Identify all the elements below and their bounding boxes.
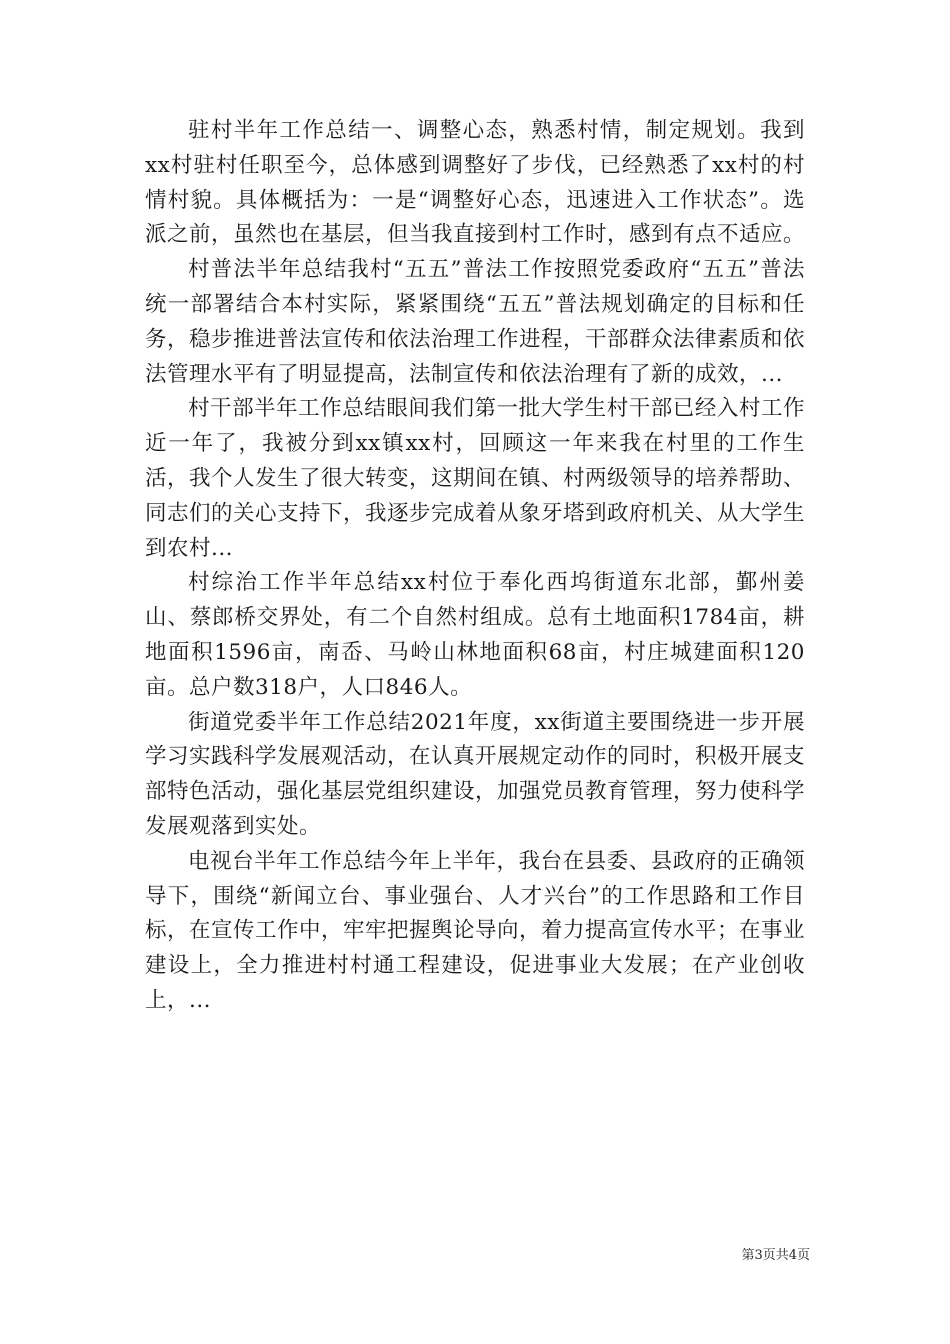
document-body — [145, 114, 805, 1019]
paragraph-village-stationed-summary: 驻村半年工作总结一、调整心态，熟悉村情，制定规划。我到xx村驻村任职至今，总体感到调整好了步伐，已经熟悉了xx村的村情村貌。具体概括为：一是“调整好心态，迅速进入工作状态”。选派之前，虽然也在基层，但当我直接到村工作时，感到有点不适应。 — [145, 118, 806, 248]
paragraph-comprehensive-governance-summary: 村综治工作半年总结xx村位于奉化西坞街道东北部，鄞州姜山、蔡郎桥交界处，有二个自然村组成。总有土地面积1784亩，耕地面积1596亩，南岙、马岭山林地面积68亩，村庄城建面积120亩。总户数318户，人口846人。 — [145, 570, 805, 700]
paragraph-law-popularization-summary: 村普法半年总结我村“五五”普法工作按照党委政府“五五”普法统一部署结合本村实际，紧紧围绕“五五”普法规划确定的目标和任务，稳步推进普法宣传和依法治理工作进程，干部群众法律素质和依法管理水平有了明显提高，法制宣传和依法治理有了新的成效，... — [145, 257, 806, 387]
page-number: 第3页共4页 — [741, 1248, 810, 1263]
paragraph-tv-station-summary: 电视台半年工作总结今年上半年，我台在县委、县政府的正确领导下，围绕“新闻立台、事业强台、人才兴台”的工作思路和工作目标，在宣传工作中，牢牢把握舆论导向，着力提高宣传水平；在事业建设上，全力推进村村通工程建设，促进事业大发展；在产业创收上，... — [145, 848, 806, 1013]
paragraph-street-party-committee-summary: 街道党委半年工作总结2021年度，xx街道主要围绕进一步开展学习实践科学发展观活动，在认真开展规定动作的同时，积极开展支部特色活动，强化基层党组织建设，加强党员教育管理，努力使科学发展观落到实处。 — [145, 709, 806, 839]
paragraph-village-cadre-summary: 村干部半年工作总结眼间我们第一批大学生村干部已经入村工作近一年了，我被分到xx镇xx村，回顾这一年来我在村里的工作生活，我个人发生了很大转变，这期间在镇、村两级领导的培养帮助、同志们的关心支持下，我逐步完成着从象牙塔到政府机关、从大学生到农村... — [145, 396, 806, 561]
